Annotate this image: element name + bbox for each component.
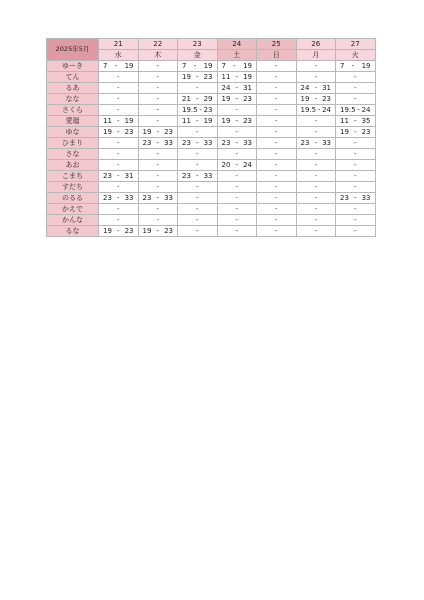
shift-range xyxy=(218,84,257,93)
range-dash: - xyxy=(116,171,120,180)
shift-range xyxy=(297,106,336,115)
shift-end: 33 xyxy=(203,138,213,147)
off-cell: - xyxy=(138,149,178,160)
off-cell: - xyxy=(336,226,376,237)
off-cell: - xyxy=(257,116,297,127)
shift-range xyxy=(139,194,178,203)
shift-end: 23 xyxy=(124,226,134,235)
range-dash: - xyxy=(156,226,160,235)
staff-name: るな xyxy=(47,226,99,237)
off-cell: - xyxy=(296,127,336,138)
off-cell: - xyxy=(217,226,257,237)
staff-name: なな xyxy=(47,94,99,105)
shift-cell xyxy=(217,94,257,105)
shift-end: 29 xyxy=(203,94,213,103)
off-cell: - xyxy=(257,72,297,83)
shift-start: 19.5 xyxy=(300,105,317,114)
range-dash: - xyxy=(235,72,239,81)
shift-end: 24 xyxy=(243,160,252,169)
off-cell: - xyxy=(257,171,297,182)
range-dash: - xyxy=(199,105,202,114)
shift-schedule-table xyxy=(46,38,376,237)
shift-range xyxy=(99,128,138,137)
off-cell: - xyxy=(257,160,297,171)
off-cell: - xyxy=(257,105,297,116)
shift-start: 11 xyxy=(340,116,349,125)
shift-end: 23 xyxy=(124,127,134,136)
range-dash: - xyxy=(314,83,318,92)
shift-cell xyxy=(178,72,218,83)
shift-cell xyxy=(178,171,218,182)
staff-row xyxy=(47,138,376,149)
staff-name: さな xyxy=(47,149,99,160)
shift-cell xyxy=(296,105,336,116)
off-cell: - xyxy=(336,72,376,83)
off-cell: - xyxy=(296,226,336,237)
shift-end: 19 xyxy=(243,72,252,81)
off-cell: - xyxy=(217,182,257,193)
range-dash: - xyxy=(156,193,160,202)
range-dash: - xyxy=(235,160,239,169)
shift-cell xyxy=(178,138,218,149)
shift-range xyxy=(336,117,375,126)
day-number: 23 xyxy=(178,39,218,50)
shift-cell xyxy=(178,61,218,72)
off-cell: - xyxy=(296,149,336,160)
off-cell: - xyxy=(257,182,297,193)
weekday-label: 土 xyxy=(217,50,257,61)
shift-cell xyxy=(138,138,178,149)
off-cell: - xyxy=(178,193,218,204)
shift-start: 19.5 xyxy=(182,105,198,114)
shift-start: 19 xyxy=(300,94,310,103)
off-cell: - xyxy=(257,204,297,215)
staff-row xyxy=(47,204,376,215)
shift-start: 23 xyxy=(103,193,112,202)
off-cell: - xyxy=(178,204,218,215)
weekday-label: 金 xyxy=(178,50,218,61)
shift-cell xyxy=(296,138,336,149)
weekday-label: 木 xyxy=(138,50,178,61)
weekday-label: 月 xyxy=(296,50,336,61)
range-dash: - xyxy=(353,116,357,125)
off-cell: - xyxy=(336,94,376,105)
shift-end: 24 xyxy=(322,105,331,114)
shift-range xyxy=(178,106,217,115)
shift-end: 23 xyxy=(203,72,213,81)
shift-range xyxy=(99,194,138,203)
shift-start: 19 xyxy=(103,226,112,235)
shift-range xyxy=(336,128,375,137)
shift-cell xyxy=(138,226,178,237)
shift-end: 33 xyxy=(243,138,252,147)
shift-start: 19 xyxy=(221,116,231,125)
off-cell: - xyxy=(99,83,139,94)
shift-cell xyxy=(99,61,139,72)
staff-row xyxy=(47,116,376,127)
off-cell: - xyxy=(99,72,139,83)
staff-name: すだち xyxy=(47,182,99,193)
shift-cell xyxy=(99,171,139,182)
shift-cell xyxy=(178,105,218,116)
shift-end: 19 xyxy=(203,61,213,70)
shift-start: 11 xyxy=(221,72,231,81)
off-cell: - xyxy=(217,149,257,160)
off-cell: - xyxy=(99,204,139,215)
shift-end: 31 xyxy=(243,83,252,92)
shift-range xyxy=(297,139,336,148)
off-cell: - xyxy=(178,127,218,138)
staff-name: るあ xyxy=(47,83,99,94)
staff-row xyxy=(47,61,376,72)
day-number: 24 xyxy=(217,39,257,50)
off-cell: - xyxy=(257,193,297,204)
shift-end: 31 xyxy=(322,83,331,92)
off-cell: - xyxy=(257,94,297,105)
staff-row xyxy=(47,72,376,83)
shift-start: 7 xyxy=(182,61,187,70)
shift-range xyxy=(139,128,178,137)
shift-range xyxy=(178,117,217,126)
off-cell: - xyxy=(99,215,139,226)
shift-start: 19 xyxy=(103,127,112,136)
shift-start: 11 xyxy=(103,116,112,125)
shift-cell xyxy=(296,83,336,94)
off-cell: - xyxy=(99,138,139,149)
shift-end: 19 xyxy=(203,116,213,125)
off-cell: - xyxy=(336,83,376,94)
range-dash: - xyxy=(156,127,160,136)
staff-row xyxy=(47,193,376,204)
staff-name: ゆな xyxy=(47,127,99,138)
off-cell: - xyxy=(257,226,297,237)
shift-range xyxy=(178,172,217,181)
off-cell: - xyxy=(138,105,178,116)
off-cell: - xyxy=(138,61,178,72)
shift-start: 23 xyxy=(182,138,191,147)
range-dash: - xyxy=(193,61,197,70)
off-cell: - xyxy=(296,72,336,83)
weekday-label: 日 xyxy=(257,50,297,61)
shift-start: 24 xyxy=(300,83,310,92)
staff-name: ひまり xyxy=(47,138,99,149)
date-number-row xyxy=(47,39,376,50)
shift-end: 19 xyxy=(124,61,134,70)
schedule-body xyxy=(47,61,376,237)
range-dash: - xyxy=(351,61,355,70)
shift-start: 23 xyxy=(103,171,112,180)
shift-range xyxy=(178,139,217,148)
off-cell: - xyxy=(296,182,336,193)
shift-range xyxy=(336,194,375,203)
shift-range xyxy=(218,95,257,104)
off-cell: - xyxy=(296,193,336,204)
shift-start: 20 xyxy=(221,160,231,169)
shift-start: 19.5 xyxy=(340,105,356,114)
staff-row xyxy=(47,182,376,193)
shift-range xyxy=(218,161,257,170)
off-cell: - xyxy=(296,116,336,127)
staff-row xyxy=(47,171,376,182)
shift-start: 23 xyxy=(142,138,152,147)
shift-end: 33 xyxy=(124,193,134,202)
off-cell: - xyxy=(217,215,257,226)
off-cell: - xyxy=(138,182,178,193)
off-cell: - xyxy=(257,61,297,72)
off-cell: - xyxy=(99,94,139,105)
off-cell: - xyxy=(99,182,139,193)
shift-range xyxy=(99,62,138,71)
staff-name: かえで xyxy=(47,204,99,215)
range-dash: - xyxy=(317,105,321,114)
weekday-label: 火 xyxy=(336,50,376,61)
range-dash: - xyxy=(195,171,199,180)
range-dash: - xyxy=(314,94,318,103)
off-cell: - xyxy=(296,61,336,72)
off-cell: - xyxy=(138,83,178,94)
shift-end: 23 xyxy=(243,94,252,103)
staff-row xyxy=(47,215,376,226)
shift-range xyxy=(218,62,257,71)
off-cell: - xyxy=(99,149,139,160)
off-cell: - xyxy=(178,182,218,193)
month-title: 2025年5月 xyxy=(47,39,99,61)
shift-start: 19 xyxy=(221,94,231,103)
shift-end: 23 xyxy=(322,94,331,103)
shift-range xyxy=(218,117,257,126)
weekday-label: 水 xyxy=(99,50,139,61)
shift-cell xyxy=(217,116,257,127)
shift-cell xyxy=(99,116,139,127)
shift-end: 33 xyxy=(164,138,173,147)
off-cell: - xyxy=(336,215,376,226)
shift-start: 23 xyxy=(182,171,191,180)
shift-range xyxy=(178,73,217,82)
shift-end: 23 xyxy=(203,105,213,114)
day-number: 26 xyxy=(296,39,336,50)
off-cell: - xyxy=(336,149,376,160)
shift-end: 19 xyxy=(243,61,252,70)
shift-start: 23 xyxy=(340,193,349,202)
staff-row xyxy=(47,149,376,160)
off-cell: - xyxy=(257,215,297,226)
range-dash: - xyxy=(195,116,199,125)
off-cell: - xyxy=(257,83,297,94)
shift-range xyxy=(297,84,336,93)
shift-cell xyxy=(336,105,376,116)
off-cell: - xyxy=(296,160,336,171)
off-cell: - xyxy=(99,160,139,171)
range-dash: - xyxy=(235,83,239,92)
shift-range xyxy=(139,227,178,236)
off-cell: - xyxy=(217,171,257,182)
staff-name: かんな xyxy=(47,215,99,226)
range-dash: - xyxy=(233,61,236,70)
range-dash: - xyxy=(195,94,199,103)
staff-name: こまち xyxy=(47,171,99,182)
off-cell: - xyxy=(138,94,178,105)
off-cell: - xyxy=(138,204,178,215)
shift-range xyxy=(218,73,257,82)
shift-cell xyxy=(217,61,257,72)
shift-cell xyxy=(99,193,139,204)
range-dash: - xyxy=(116,116,120,125)
shift-cell xyxy=(217,72,257,83)
off-cell: - xyxy=(178,215,218,226)
shift-start: 19 xyxy=(142,226,152,235)
shift-start: 7 xyxy=(221,61,226,70)
shift-cell xyxy=(336,116,376,127)
schedule-header xyxy=(47,39,376,61)
shift-start: 7 xyxy=(103,61,108,70)
shift-start: 24 xyxy=(221,83,231,92)
off-cell: - xyxy=(138,215,178,226)
shift-cell xyxy=(178,94,218,105)
off-cell: - xyxy=(99,105,139,116)
range-dash: - xyxy=(195,138,199,147)
off-cell: - xyxy=(178,149,218,160)
staff-row xyxy=(47,226,376,237)
range-dash: - xyxy=(235,94,239,103)
staff-row xyxy=(47,94,376,105)
range-dash: - xyxy=(195,72,199,81)
shift-start: 21 xyxy=(182,94,191,103)
day-number: 21 xyxy=(99,39,139,50)
range-dash: - xyxy=(116,193,120,202)
off-cell: - xyxy=(336,182,376,193)
shift-range xyxy=(99,172,138,181)
shift-end: 23 xyxy=(164,226,173,235)
shift-start: 19 xyxy=(182,72,191,81)
shift-cell xyxy=(99,127,139,138)
off-cell: - xyxy=(138,160,178,171)
range-dash: - xyxy=(235,116,239,125)
shift-end: 23 xyxy=(361,127,371,136)
shift-start: 23 xyxy=(300,138,310,147)
staff-name: さくら xyxy=(47,105,99,116)
off-cell: - xyxy=(336,138,376,149)
staff-row xyxy=(47,83,376,94)
shift-start: 23 xyxy=(221,138,231,147)
day-number: 27 xyxy=(336,39,376,50)
shift-end: 31 xyxy=(124,171,134,180)
off-cell: - xyxy=(217,127,257,138)
off-cell: - xyxy=(138,116,178,127)
off-cell: - xyxy=(217,105,257,116)
off-cell: - xyxy=(257,149,297,160)
shift-cell xyxy=(138,193,178,204)
staff-name: 愛瑠 xyxy=(47,116,99,127)
shift-end: 19 xyxy=(361,61,371,70)
off-cell: - xyxy=(296,171,336,182)
staff-name: あお xyxy=(47,160,99,171)
day-number: 22 xyxy=(138,39,178,50)
shift-end: 33 xyxy=(164,193,173,202)
shift-cell xyxy=(138,127,178,138)
shift-cell xyxy=(296,94,336,105)
shift-start: 11 xyxy=(182,116,191,125)
shift-cell xyxy=(336,61,376,72)
staff-name: ゆーき xyxy=(47,61,99,72)
range-dash: - xyxy=(314,138,318,147)
range-dash: - xyxy=(235,138,239,147)
shift-end: 19 xyxy=(124,116,134,125)
off-cell: - xyxy=(178,160,218,171)
shift-end: 33 xyxy=(361,193,371,202)
shift-end: 33 xyxy=(203,171,213,180)
off-cell: - xyxy=(178,226,218,237)
shift-end: 33 xyxy=(322,138,331,147)
staff-row xyxy=(47,160,376,171)
shift-end: 23 xyxy=(164,127,173,136)
shift-range xyxy=(178,62,217,71)
off-cell: - xyxy=(336,160,376,171)
range-dash: - xyxy=(156,138,160,147)
shift-start: 7 xyxy=(340,61,345,70)
shift-end: 23 xyxy=(243,116,252,125)
shift-range xyxy=(178,95,217,104)
day-number: 25 xyxy=(257,39,297,50)
range-dash: - xyxy=(116,226,120,235)
shift-range xyxy=(336,62,375,71)
shift-end: 24 xyxy=(361,105,371,114)
staff-name: のるる xyxy=(47,193,99,204)
shift-start: 19 xyxy=(340,127,349,136)
shift-cell xyxy=(336,193,376,204)
off-cell: - xyxy=(336,204,376,215)
off-cell: - xyxy=(257,138,297,149)
shift-range xyxy=(336,106,375,115)
shift-end: 35 xyxy=(361,116,371,125)
shift-cell xyxy=(336,127,376,138)
staff-row xyxy=(47,127,376,138)
shift-cell xyxy=(178,116,218,127)
schedule-sheet xyxy=(46,38,376,237)
range-dash: - xyxy=(116,127,120,136)
off-cell: - xyxy=(217,193,257,204)
shift-cell xyxy=(217,138,257,149)
range-dash: - xyxy=(353,193,357,202)
staff-name: てん xyxy=(47,72,99,83)
shift-start: 19 xyxy=(142,127,152,136)
off-cell: - xyxy=(336,171,376,182)
shift-range xyxy=(99,117,138,126)
off-cell: - xyxy=(257,127,297,138)
shift-range xyxy=(139,139,178,148)
shift-cell xyxy=(99,226,139,237)
staff-row xyxy=(47,105,376,116)
off-cell: - xyxy=(178,83,218,94)
shift-range xyxy=(99,227,138,236)
range-dash: - xyxy=(353,127,357,136)
shift-range xyxy=(218,139,257,148)
off-cell: - xyxy=(138,72,178,83)
shift-range xyxy=(297,95,336,104)
shift-cell xyxy=(217,160,257,171)
off-cell: - xyxy=(296,215,336,226)
range-dash: - xyxy=(114,61,118,70)
shift-start: 23 xyxy=(142,193,152,202)
range-dash: - xyxy=(357,105,360,114)
off-cell: - xyxy=(296,204,336,215)
off-cell: - xyxy=(217,204,257,215)
off-cell: - xyxy=(138,171,178,182)
shift-cell xyxy=(217,83,257,94)
